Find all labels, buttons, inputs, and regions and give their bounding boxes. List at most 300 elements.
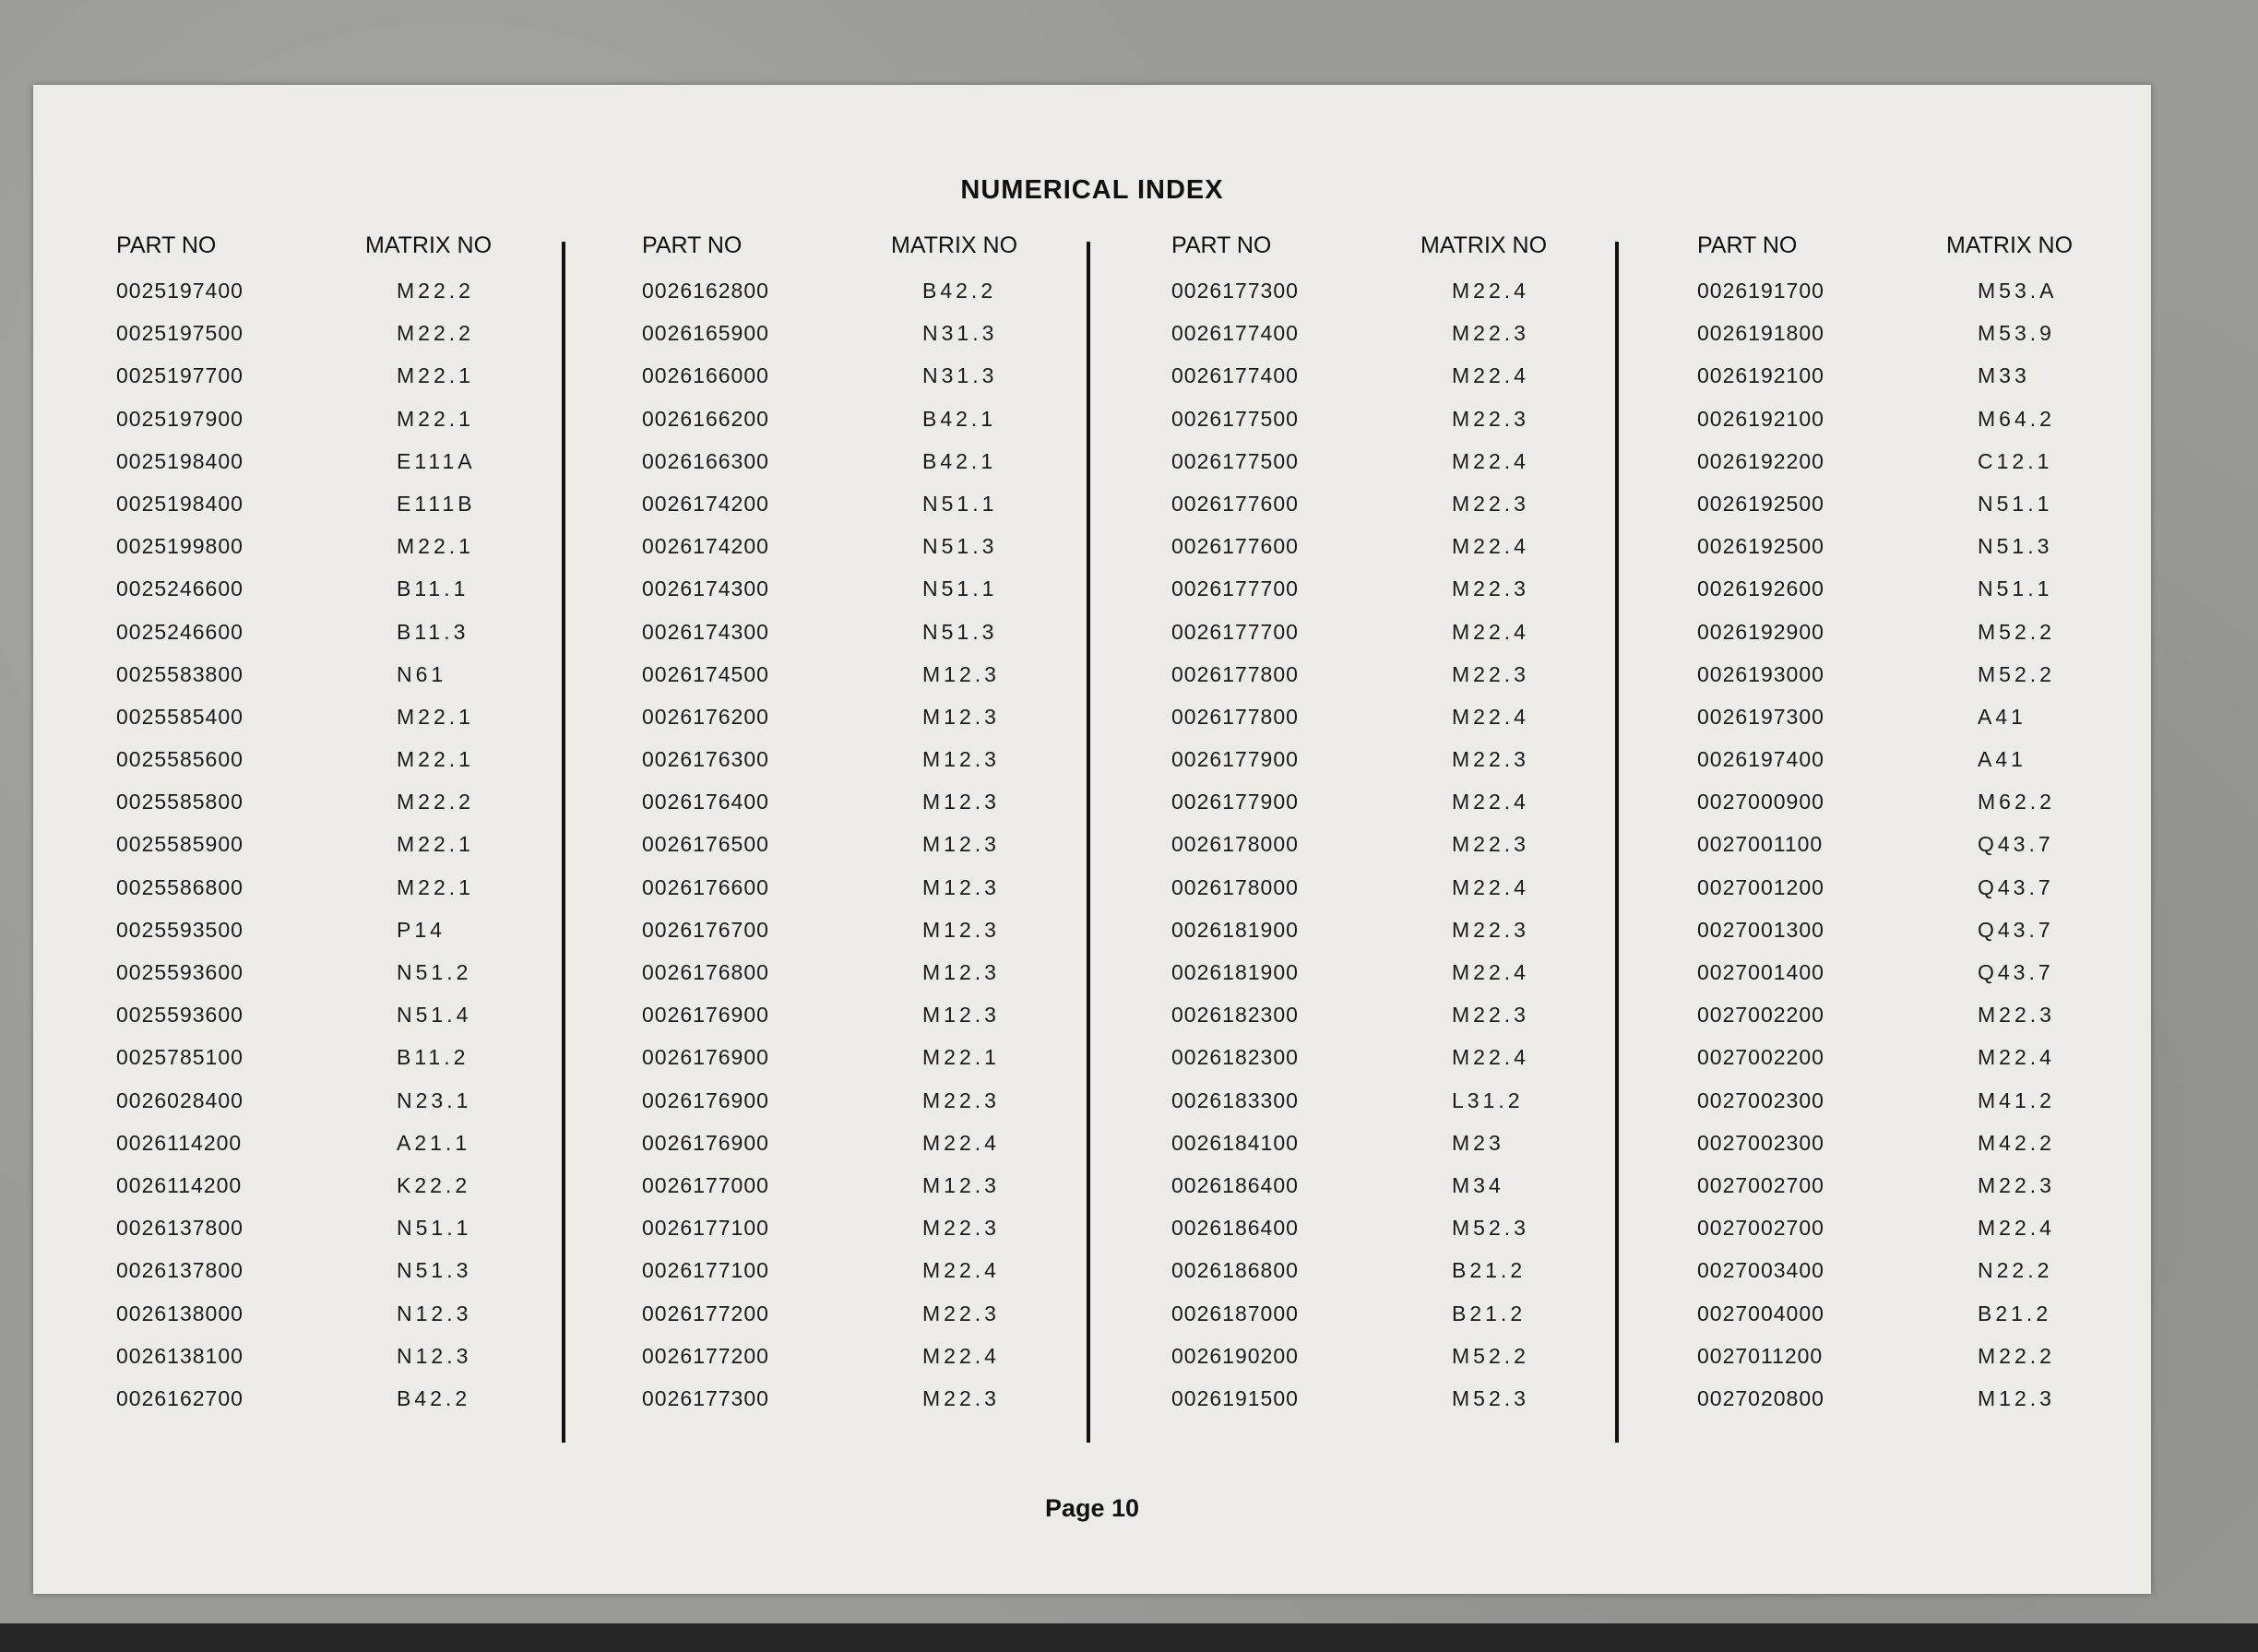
matrix-number: M12.3: [922, 790, 1000, 814]
index-entry-row: [1655, 832, 2144, 874]
index-entry-row: [1129, 1386, 1618, 1429]
column-divider: [1615, 242, 1619, 1443]
part-number: 0025593600: [116, 960, 244, 984]
index-column-3: [1129, 232, 1618, 1429]
index-entry-row: [600, 1258, 1088, 1301]
matrix-number: E111A: [397, 448, 476, 473]
part-number: 0027001200: [1697, 874, 1824, 899]
index-entry-row: [600, 662, 1088, 705]
matrix-number: M22.3: [1452, 1003, 1529, 1028]
part-number: 0026177600: [1171, 534, 1299, 559]
matrix-number: M22.3: [1452, 491, 1529, 516]
part-number: 0026028400: [116, 1087, 244, 1112]
matrix-number: M22.1: [397, 534, 474, 559]
part-number: 0026187000: [1171, 1301, 1299, 1325]
index-entry-row: [1655, 1045, 2144, 1087]
matrix-number: Q43.7: [1978, 832, 2054, 857]
matrix-number: M12.3: [922, 704, 1000, 729]
index-entry-row: [600, 576, 1088, 619]
part-number: 0025583800: [116, 661, 244, 686]
index-entry-row: [74, 662, 563, 705]
matrix-no-header: MATRIX NO: [1420, 232, 1548, 258]
matrix-number: B11.3: [397, 619, 469, 644]
index-entry-row: [74, 492, 563, 534]
matrix-number: M22.4: [1452, 960, 1529, 984]
matrix-number: M12.3: [922, 874, 1000, 899]
index-entry-row: [600, 1386, 1088, 1429]
part-number: 0026176300: [642, 747, 769, 772]
index-entry-row: [74, 407, 563, 449]
index-entry-row: [1655, 1173, 2144, 1216]
matrix-number: M22.1: [397, 363, 474, 388]
index-entry-row: [600, 1216, 1088, 1258]
part-number: 0025197700: [116, 363, 244, 388]
matrix-number: N51.2: [397, 960, 472, 984]
matrix-number: M22.3: [1452, 321, 1529, 346]
part-no-header: PART NO: [1171, 232, 1272, 258]
index-entry-row: [1129, 960, 1618, 1003]
index-entry-row: [74, 875, 563, 918]
part-number: 0026176400: [642, 790, 769, 814]
part-number: 0025585800: [116, 790, 244, 814]
part-number: 0026191800: [1697, 321, 1824, 346]
matrix-number: N51.1: [1978, 491, 2053, 516]
part-number: 0026177800: [1171, 661, 1299, 686]
part-number: 0026192100: [1697, 363, 1824, 388]
part-number: 0026193000: [1697, 661, 1824, 686]
index-entry-row: [74, 1131, 563, 1173]
index-entry-row: [1655, 1131, 2144, 1173]
matrix-number: M34: [1452, 1172, 1504, 1197]
part-number: 0027001300: [1697, 917, 1824, 942]
matrix-number: M12.3: [922, 832, 1000, 857]
matrix-number: M12.3: [922, 747, 1000, 772]
matrix-number: N12.3: [397, 1343, 472, 1368]
matrix-number: P14: [397, 917, 446, 942]
index-entry-row: [1655, 705, 2144, 747]
index-entry-row: [1655, 1258, 2144, 1301]
part-number: 0026177200: [642, 1343, 769, 1368]
matrix-number: B11.2: [397, 1045, 469, 1070]
index-entry-row: [74, 363, 563, 406]
part-number: 0026177900: [1171, 747, 1299, 772]
matrix-number: B42.1: [922, 448, 997, 473]
matrix-number: M22.1: [397, 406, 474, 431]
part-number: 0026178000: [1171, 832, 1299, 857]
index-entry-row: [600, 1344, 1088, 1386]
index-entry-row: [1129, 492, 1618, 534]
part-number: 0025246600: [116, 576, 244, 601]
matrix-number: M22.2: [397, 279, 474, 303]
index-entry-row: [74, 705, 563, 747]
part-number: 0025593600: [116, 1003, 244, 1028]
part-number: 0026197300: [1697, 704, 1824, 729]
matrix-number: M33: [1978, 363, 2030, 388]
matrix-number: M22.1: [397, 874, 474, 899]
matrix-number: K22.2: [397, 1172, 471, 1197]
index-entry-row: [74, 1301, 563, 1344]
matrix-number: B42.2: [922, 279, 997, 303]
index-column-2: [600, 232, 1088, 1429]
index-column-4: [1655, 232, 2144, 1429]
part-number: 0026186800: [1171, 1258, 1299, 1283]
index-entry-row: [74, 1386, 563, 1429]
matrix-number: N51.1: [922, 491, 998, 516]
index-entry-row: [1129, 321, 1618, 363]
index-entry-row: [600, 1088, 1088, 1131]
index-entry-row: [1655, 407, 2144, 449]
index-entry-row: [1655, 363, 2144, 406]
index-entry-row: [74, 1088, 563, 1131]
index-entry-row: [600, 1301, 1088, 1344]
part-number: 0025198400: [116, 491, 244, 516]
index-entry-row: [1655, 534, 2144, 576]
matrix-number: M53.A: [1978, 279, 2058, 303]
matrix-number: Q43.7: [1978, 960, 2054, 984]
part-number: 0026166300: [642, 448, 769, 473]
matrix-number: M22.3: [1978, 1172, 2055, 1197]
part-number: 0026177000: [642, 1172, 769, 1197]
part-number: 0026162800: [642, 279, 769, 303]
index-entry-row: [1655, 960, 2144, 1003]
index-entry-row: [1129, 918, 1618, 960]
matrix-number: M22.1: [397, 704, 474, 729]
matrix-number: M22.4: [922, 1343, 1000, 1368]
matrix-number: Q43.7: [1978, 874, 2054, 899]
index-entry-row: [1655, 1216, 2144, 1258]
index-entry-row: [1129, 662, 1618, 705]
part-number: 0026114200: [116, 1130, 243, 1155]
index-entry-row: [74, 918, 563, 960]
index-entry-row: [1655, 1301, 2144, 1344]
matrix-number: M22.1: [397, 747, 474, 772]
part-number: 0026177300: [642, 1385, 769, 1410]
index-entry-row: [600, 449, 1088, 492]
part-number: 0026137800: [116, 1216, 244, 1241]
matrix-no-header: MATRIX NO: [365, 232, 493, 258]
part-number: 0026184100: [1171, 1130, 1299, 1155]
index-entry-row: [74, 576, 563, 619]
matrix-number: N51.1: [397, 1216, 472, 1241]
part-number: 0026165900: [642, 321, 769, 346]
matrix-number: M22.2: [397, 321, 474, 346]
part-number: 0026181900: [1171, 917, 1299, 942]
part-number: 0026176900: [642, 1130, 769, 1155]
matrix-number: M12.3: [922, 1003, 1000, 1028]
part-number: 0027002300: [1697, 1130, 1824, 1155]
part-number: 0025785100: [116, 1045, 244, 1070]
matrix-number: M52.3: [1452, 1385, 1529, 1410]
index-entry-row: [1129, 1045, 1618, 1087]
index-rows: [74, 279, 563, 1429]
index-entry-row: [600, 960, 1088, 1003]
index-entry-row: [1655, 321, 2144, 363]
index-entry-row: [1655, 790, 2144, 832]
index-entry-row: [74, 1003, 563, 1045]
matrix-number: M22.2: [397, 790, 474, 814]
part-number: 0026177700: [1171, 576, 1299, 601]
index-entry-row: [1655, 576, 2144, 619]
page-title: NUMERICAL INDEX: [960, 175, 1224, 205]
part-number: 0026176800: [642, 960, 769, 984]
index-entry-row: [1129, 1344, 1618, 1386]
part-number: 0026192600: [1697, 576, 1824, 601]
index-entry-row: [1129, 363, 1618, 406]
matrix-number: M52.2: [1452, 1343, 1529, 1368]
index-entry-row: [74, 832, 563, 874]
matrix-number: M12.3: [922, 661, 1000, 686]
index-entry-row: [600, 875, 1088, 918]
matrix-number: N51.4: [397, 1003, 472, 1028]
part-number: 0026138000: [116, 1301, 244, 1325]
index-entry-row: [74, 534, 563, 576]
matrix-number: N22.2: [1978, 1258, 2053, 1283]
matrix-number: M22.4: [1452, 448, 1529, 473]
part-no-header: PART NO: [642, 232, 743, 258]
index-entry-row: [1655, 492, 2144, 534]
matrix-number: M22.3: [1978, 1003, 2055, 1028]
index-entry-row: [600, 407, 1088, 449]
part-number: 0025199800: [116, 534, 244, 559]
part-number: 0027002200: [1697, 1003, 1824, 1028]
index-entry-row: [1655, 918, 2144, 960]
matrix-number: M22.4: [1452, 1045, 1529, 1070]
index-entry-row: [600, 279, 1088, 321]
index-rows: [1655, 279, 2144, 1429]
page-number: Page 10: [1044, 1494, 1140, 1522]
index-entry-row: [74, 747, 563, 790]
column-header-row: [74, 232, 563, 279]
part-number: 0027002700: [1697, 1216, 1824, 1241]
index-entry-row: [1129, 832, 1618, 874]
part-number: 0027002700: [1697, 1172, 1824, 1197]
matrix-number: M22.3: [1452, 832, 1529, 857]
matrix-number: M22.2: [1978, 1343, 2055, 1368]
part-number: 0026177400: [1171, 363, 1299, 388]
matrix-number: M22.4: [1452, 534, 1529, 559]
matrix-number: B11.1: [397, 576, 469, 601]
matrix-number: M64.2: [1978, 406, 2055, 431]
matrix-number: M12.3: [922, 960, 1000, 984]
matrix-number: M22.3: [922, 1216, 1000, 1241]
part-number: 0027004000: [1697, 1301, 1824, 1325]
matrix-number: M52.3: [1452, 1216, 1529, 1241]
index-rows: [600, 279, 1088, 1429]
matrix-number: N31.3: [922, 321, 998, 346]
matrix-number: M23: [1452, 1130, 1504, 1155]
index-entry-row: [74, 449, 563, 492]
part-number: 0026166000: [642, 363, 769, 388]
index-entry-row: [1129, 747, 1618, 790]
index-entry-row: [1655, 620, 2144, 662]
index-column-1: [74, 232, 563, 1429]
index-entry-row: [1129, 1131, 1618, 1173]
part-number: 0026183300: [1171, 1087, 1299, 1112]
matrix-number: M52.2: [1978, 661, 2055, 686]
matrix-number: N51.3: [397, 1258, 472, 1283]
part-number: 0026176900: [642, 1087, 769, 1112]
index-entry-row: [600, 1003, 1088, 1045]
index-entry-row: [1129, 790, 1618, 832]
part-number: 0026178000: [1171, 874, 1299, 899]
matrix-number: M62.2: [1978, 790, 2055, 814]
index-entry-row: [600, 918, 1088, 960]
part-number: 0026177500: [1171, 406, 1299, 431]
index-entry-row: [1655, 1386, 2144, 1429]
part-number: 0026191500: [1171, 1385, 1299, 1410]
part-number: 0027002200: [1697, 1045, 1824, 1070]
matrix-number: A21.1: [397, 1130, 471, 1155]
index-entry-row: [1655, 747, 2144, 790]
part-number: 0026176900: [642, 1045, 769, 1070]
part-number: 0027001100: [1697, 832, 1824, 857]
part-number: 0027002300: [1697, 1087, 1824, 1112]
matrix-number: N51.1: [1978, 576, 2053, 601]
matrix-number: M22.3: [1452, 406, 1529, 431]
part-number: 0025585600: [116, 747, 244, 772]
index-entry-row: [1129, 449, 1618, 492]
index-entry-row: [74, 321, 563, 363]
column-divider: [1087, 242, 1090, 1443]
part-number: 0026176900: [642, 1003, 769, 1028]
index-entry-row: [1129, 1088, 1618, 1131]
matrix-number: L31.2: [1452, 1087, 1524, 1112]
part-number: 0026190200: [1171, 1343, 1299, 1368]
matrix-number: B42.1: [922, 406, 997, 431]
part-number: 0026192100: [1697, 406, 1824, 431]
matrix-number: B21.2: [1452, 1301, 1527, 1325]
index-entry-row: [600, 832, 1088, 874]
index-entry-row: [600, 747, 1088, 790]
matrix-number: M22.3: [1452, 661, 1529, 686]
matrix-number: M22.4: [1452, 704, 1529, 729]
index-entry-row: [1655, 875, 2144, 918]
matrix-number: B21.2: [1452, 1258, 1527, 1283]
part-number: 0026177500: [1171, 448, 1299, 473]
index-entry-row: [1129, 620, 1618, 662]
matrix-number: N51.3: [922, 619, 998, 644]
matrix-number: M22.4: [1452, 363, 1529, 388]
matrix-number: M22.4: [922, 1130, 1000, 1155]
part-number: 0026166200: [642, 406, 769, 431]
part-number: 0026192900: [1697, 619, 1824, 644]
matrix-number: M22.4: [922, 1258, 1000, 1283]
part-number: 0026176700: [642, 917, 769, 942]
matrix-number: M22.4: [1452, 790, 1529, 814]
part-number: 0027011200: [1697, 1343, 1824, 1368]
index-entry-row: [1129, 407, 1618, 449]
index-rows: [1129, 279, 1618, 1429]
index-entry-row: [1655, 662, 2144, 705]
part-number: 0026176200: [642, 704, 769, 729]
matrix-number: M22.3: [922, 1385, 1000, 1410]
matrix-number: M22.3: [1452, 747, 1529, 772]
part-number: 0025585400: [116, 704, 244, 729]
index-entry-row: [74, 279, 563, 321]
part-number: 0026174300: [642, 576, 769, 601]
part-number: 0026197400: [1697, 747, 1824, 772]
matrix-number: M12.3: [1978, 1385, 2055, 1410]
scanner-edge: [0, 1623, 2258, 1652]
index-entry-row: [1655, 1088, 2144, 1131]
index-entry-row: [600, 1131, 1088, 1173]
index-entry-row: [1129, 1258, 1618, 1301]
matrix-number: M22.4: [1978, 1045, 2055, 1070]
part-number: 0027000900: [1697, 790, 1824, 814]
matrix-number: M12.3: [922, 1172, 1000, 1197]
part-number: 0026181900: [1171, 960, 1299, 984]
index-entry-row: [600, 705, 1088, 747]
matrix-number: A41: [1978, 747, 2026, 772]
index-entry-row: [74, 790, 563, 832]
part-number: 0026174200: [642, 491, 769, 516]
part-number: 0026177200: [642, 1301, 769, 1325]
matrix-number: M22.4: [1452, 619, 1529, 644]
matrix-number: M52.2: [1978, 619, 2055, 644]
part-number: 0026177400: [1171, 321, 1299, 346]
index-entry-row: [1655, 1344, 2144, 1386]
matrix-number: M22.1: [922, 1045, 1000, 1070]
document-page: [33, 85, 2151, 1594]
part-number: 0025585900: [116, 832, 244, 857]
matrix-number: N51.3: [1978, 534, 2053, 559]
part-number: 0026182300: [1171, 1045, 1299, 1070]
index-entry-row: [1129, 1003, 1618, 1045]
index-entry-row: [600, 790, 1088, 832]
index-entry-row: [600, 620, 1088, 662]
index-entry-row: [600, 1173, 1088, 1216]
matrix-number: N51.3: [922, 534, 998, 559]
index-entry-row: [74, 620, 563, 662]
part-number: 0026176500: [642, 832, 769, 857]
part-number: 0025593500: [116, 917, 244, 942]
matrix-no-header: MATRIX NO: [891, 232, 1018, 258]
part-number: 0025197900: [116, 406, 244, 431]
part-no-header: PART NO: [1697, 232, 1798, 258]
index-entry-row: [600, 492, 1088, 534]
index-entry-row: [74, 1045, 563, 1087]
matrix-number: N61: [397, 661, 447, 686]
part-number: 0027020800: [1697, 1385, 1824, 1410]
part-number: 0025198400: [116, 448, 244, 473]
matrix-number: M12.3: [922, 917, 1000, 942]
index-entry-row: [1129, 279, 1618, 321]
part-number: 0026177300: [1171, 279, 1299, 303]
matrix-number: M22.4: [1452, 279, 1529, 303]
column-header-row: [1129, 232, 1618, 279]
part-number: 0026192500: [1697, 491, 1824, 516]
index-entry-row: [1129, 1216, 1618, 1258]
part-no-header: PART NO: [116, 232, 217, 258]
part-number: 0026192500: [1697, 534, 1824, 559]
part-number: 0025586800: [116, 874, 244, 899]
part-number: 0026114200: [116, 1172, 243, 1197]
part-number: 0026177800: [1171, 704, 1299, 729]
part-number: 0026186400: [1171, 1216, 1299, 1241]
matrix-number: M22.3: [922, 1087, 1000, 1112]
part-number: 0026191700: [1697, 279, 1824, 303]
index-entry-row: [1129, 534, 1618, 576]
matrix-number: B42.2: [397, 1385, 471, 1410]
part-number: 0026174200: [642, 534, 769, 559]
column-divider: [562, 242, 565, 1443]
index-entry-row: [1655, 279, 2144, 321]
index-entry-row: [1655, 1003, 2144, 1045]
index-entry-row: [74, 1258, 563, 1301]
matrix-number: A41: [1978, 704, 2026, 729]
index-entry-row: [600, 363, 1088, 406]
part-number: 0026177700: [1171, 619, 1299, 644]
